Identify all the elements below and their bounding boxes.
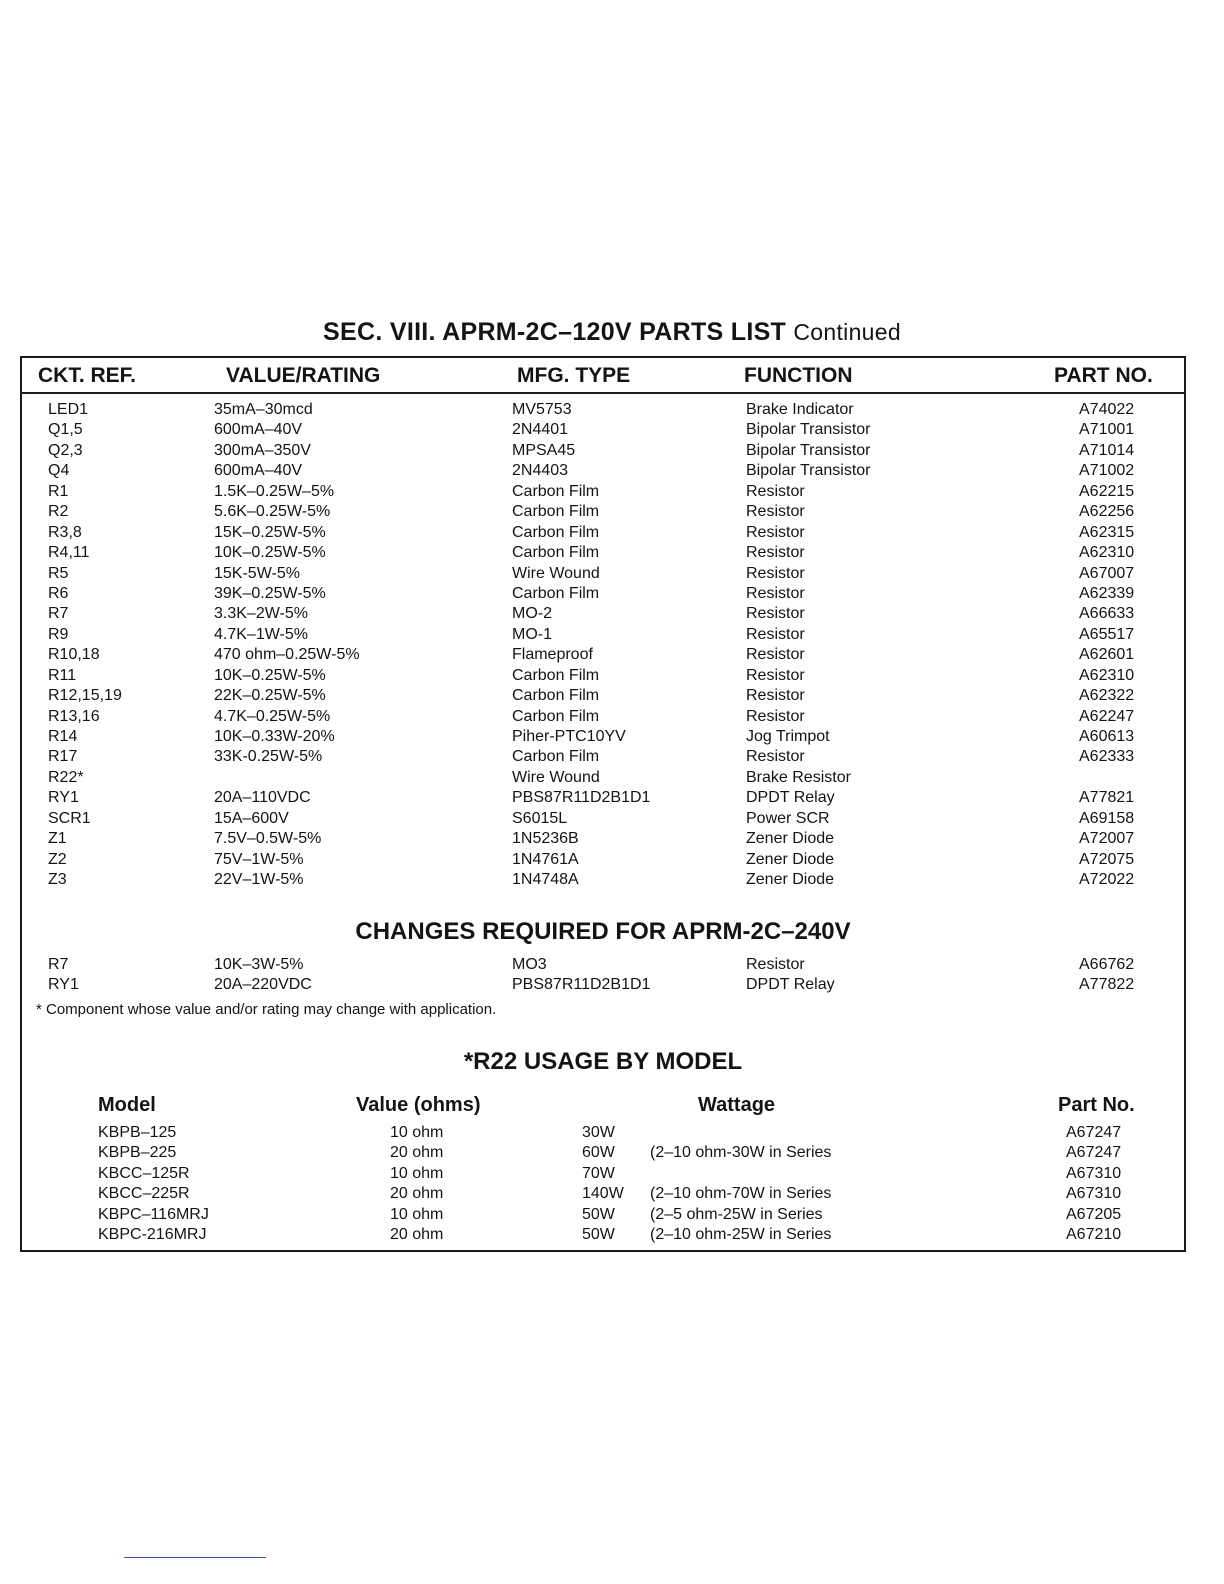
part-no-cell: A74022 xyxy=(1079,401,1135,418)
function-cell: Resistor xyxy=(746,707,805,725)
value-rating-cell: 470 ohm–0.25W-5% xyxy=(214,646,360,664)
value-rating-cell: 10K–3W-5% xyxy=(214,956,304,973)
mfg-type-cell: Carbon Film xyxy=(512,687,600,705)
value-rating-cell: 300mA–350V xyxy=(214,441,311,459)
ckt-ref-cell: R13,16 xyxy=(48,707,100,725)
mfg-type-cell: Wire Wound xyxy=(512,564,600,582)
mfg-type-cell: Carbon Film xyxy=(512,544,600,562)
ckt-ref-cell: R4,11 xyxy=(48,544,90,562)
function-cell: Resistor xyxy=(746,605,805,623)
part-no-cell: A72007 xyxy=(1079,830,1135,848)
value-rating-cell: 10K–0.25W-5% xyxy=(214,666,326,684)
value-rating-cell: 7.5V–0.5W-5% xyxy=(214,830,322,848)
value-rating-cell: 4.7K–0.25W-5% xyxy=(214,707,331,725)
parts-row xyxy=(22,421,1184,441)
mfg-type-cell: Carbon Film xyxy=(512,482,600,500)
part-no-cell: A62322 xyxy=(1079,687,1135,705)
function-cell: Resistor xyxy=(746,544,805,562)
usage-row xyxy=(22,1185,1184,1205)
changes-title: CHANGES REQUIRED FOR APRM-2C–240V xyxy=(355,918,851,945)
mfg-type-cell: Carbon Film xyxy=(512,523,600,541)
ckt-ref-cell: Q2,3 xyxy=(48,441,83,459)
header-part-no: PART NO. xyxy=(1054,364,1153,387)
function-cell: Power SCR xyxy=(746,809,830,827)
part-no-cell: A62310 xyxy=(1079,544,1135,562)
series-note-cell: (2–10 ohm-25W in Series xyxy=(650,1226,832,1244)
model-cell: KBPC-216MRJ xyxy=(98,1226,207,1244)
function-cell: DPDT Relay xyxy=(746,976,835,994)
part-no-cell: A66762 xyxy=(1079,956,1135,973)
r22-usage-rows xyxy=(22,1124,1184,1247)
mfg-type-cell: 1N4761A xyxy=(512,850,579,868)
ckt-ref-cell: R17 xyxy=(48,748,78,766)
usage-part-no-cell: A67210 xyxy=(1066,1226,1122,1244)
part-no-cell: A62310 xyxy=(1079,666,1135,684)
mfg-type-cell: Piher-PTC10YV xyxy=(512,728,626,745)
ckt-ref-cell: Z3 xyxy=(48,871,67,889)
ckt-ref-cell: SCR1 xyxy=(48,809,91,827)
ckt-ref-cell: R3,8 xyxy=(48,523,82,541)
part-no-cell: A62601 xyxy=(1079,646,1135,664)
page-title xyxy=(0,318,1224,347)
usage-part-no-cell: A67205 xyxy=(1066,1205,1122,1223)
usage-part-no-cell: A67247 xyxy=(1066,1144,1122,1162)
mfg-type-cell: Carbon Film xyxy=(512,707,600,725)
table-header xyxy=(22,358,1184,394)
usage-row xyxy=(22,1124,1184,1144)
mfg-type-cell: Carbon Film xyxy=(512,503,600,521)
model-cell: KBPC–116MRJ xyxy=(98,1205,209,1223)
value-ohms-cell: 10 ohm xyxy=(390,1164,444,1182)
header-model: Model xyxy=(98,1094,156,1116)
wattage-cell: 60W xyxy=(582,1144,615,1162)
part-no-cell: A72075 xyxy=(1079,850,1135,868)
mfg-type-cell: Carbon Film xyxy=(512,748,600,766)
header-value-rating: VALUE/RATING xyxy=(226,364,381,387)
value-ohms-cell: 20 ohm xyxy=(390,1226,444,1244)
function-cell: Resistor xyxy=(746,523,805,541)
ckt-ref-cell: R22* xyxy=(48,768,84,786)
usage-part-no-cell: A67310 xyxy=(1066,1164,1122,1182)
function-cell: Bipolar Transistor xyxy=(746,462,871,480)
ckt-ref-cell: R5 xyxy=(48,564,69,582)
function-cell: Bipolar Transistor xyxy=(746,441,871,459)
changes-rows xyxy=(22,956,1184,997)
mfg-type-cell: MO-1 xyxy=(512,625,552,643)
mfg-type-cell: S6015L xyxy=(512,809,568,827)
ckt-ref-cell: R10,18 xyxy=(48,646,100,664)
ckt-ref-cell: Z1 xyxy=(48,830,67,848)
changes-row xyxy=(22,976,1184,996)
function-cell: Resistor xyxy=(746,482,805,500)
value-rating-cell: 3.3K–2W-5% xyxy=(214,605,308,623)
function-cell: Resistor xyxy=(746,503,805,521)
mfg-type-cell: MO3 xyxy=(512,956,547,973)
value-rating-cell: 5.6K–0.25W-5% xyxy=(214,503,331,521)
part-no-cell: A66633 xyxy=(1079,605,1135,623)
mfg-type-cell: MO-2 xyxy=(512,605,552,623)
model-cell: KBPB–125 xyxy=(98,1124,177,1141)
ckt-ref-cell: R1 xyxy=(48,482,69,500)
parts-row xyxy=(22,483,1184,503)
part-no-cell: A71001 xyxy=(1079,421,1135,439)
mfg-type-cell: Carbon Film xyxy=(512,666,600,684)
r22-usage-title: *R22 USAGE BY MODEL xyxy=(463,1048,743,1075)
function-cell: Resistor xyxy=(746,564,805,582)
usage-row xyxy=(22,1165,1184,1185)
usage-part-no-cell: A67247 xyxy=(1066,1124,1122,1141)
function-cell: DPDT Relay xyxy=(746,789,835,807)
mfg-type-cell: Carbon Film xyxy=(512,584,600,602)
usage-row xyxy=(22,1206,1184,1226)
part-no-cell: A62256 xyxy=(1079,503,1135,521)
mfg-type-cell: 1N4748A xyxy=(512,871,579,889)
ckt-ref-cell: R7 xyxy=(48,956,69,973)
part-no-cell: A77821 xyxy=(1079,789,1135,807)
series-note-cell: (2–10 ohm-30W in Series xyxy=(650,1144,832,1162)
model-cell: KBCC–125R xyxy=(98,1164,190,1182)
value-rating-cell: 22V–1W-5% xyxy=(214,871,304,889)
function-cell: Bipolar Transistor xyxy=(746,421,871,439)
part-no-cell: A62247 xyxy=(1079,707,1135,725)
parts-row xyxy=(22,810,1184,830)
mfg-type-cell: PBS87R11D2B1D1 xyxy=(512,789,651,807)
function-cell: Brake Indicator xyxy=(746,401,854,418)
function-cell: Resistor xyxy=(746,646,805,664)
parts-row xyxy=(22,565,1184,585)
ckt-ref-cell: R14 xyxy=(48,728,78,745)
mfg-type-cell: MPSA45 xyxy=(512,441,576,459)
mfg-type-cell: Wire Wound xyxy=(512,768,600,786)
model-cell: KBCC–225R xyxy=(98,1185,190,1203)
series-note-cell: (2–5 ohm-25W in Series xyxy=(650,1205,823,1223)
ckt-ref-cell: R7 xyxy=(48,605,69,623)
function-cell: Resistor xyxy=(746,956,805,973)
parts-row xyxy=(22,708,1184,728)
changes-row xyxy=(22,956,1184,976)
parts-row xyxy=(22,585,1184,605)
value-rating-cell: 33K-0.25W-5% xyxy=(214,748,323,766)
parts-row xyxy=(22,667,1184,687)
part-no-cell: A62215 xyxy=(1079,482,1135,500)
function-cell: Resistor xyxy=(746,625,805,643)
value-rating-cell: 600mA–40V xyxy=(214,462,303,480)
part-no-cell: A72022 xyxy=(1079,871,1135,889)
ckt-ref-cell: Z2 xyxy=(48,850,67,868)
wattage-cell: 70W xyxy=(582,1164,615,1182)
part-no-cell: A62315 xyxy=(1079,523,1135,541)
value-rating-cell: 39K–0.25W-5% xyxy=(214,584,326,602)
header-mfg-type: MFG. TYPE xyxy=(517,364,631,387)
wattage-cell: 50W xyxy=(582,1205,615,1223)
header-wattage: Wattage xyxy=(698,1094,776,1116)
mfg-type-cell: 2N4401 xyxy=(512,421,569,439)
parts-row xyxy=(22,728,1184,748)
function-cell: Resistor xyxy=(746,584,805,602)
part-no-cell: A60613 xyxy=(1079,728,1135,745)
ckt-ref-cell: RY1 xyxy=(48,789,79,807)
parts-row xyxy=(22,462,1184,482)
parts-row xyxy=(22,851,1184,871)
value-ohms-cell: 10 ohm xyxy=(390,1124,444,1141)
parts-row xyxy=(22,789,1184,809)
function-cell: Zener Diode xyxy=(746,830,835,848)
value-rating-cell: 600mA–40V xyxy=(214,421,303,439)
mfg-type-cell: 2N4403 xyxy=(512,462,569,480)
usage-part-no-cell: A67310 xyxy=(1066,1185,1122,1203)
value-ohms-cell: 20 ohm xyxy=(390,1185,444,1203)
value-rating-cell: 20A–220VDC xyxy=(214,976,312,994)
mfg-type-cell: PBS87R11D2B1D1 xyxy=(512,976,651,994)
parts-row xyxy=(22,544,1184,564)
parts-row xyxy=(22,442,1184,462)
value-rating-cell: 10K–0.33W-20% xyxy=(214,728,335,745)
function-cell: Brake Resistor xyxy=(746,768,851,786)
title-main: SEC. VIII. APRM-2C–120V PARTS LIST xyxy=(323,318,787,346)
ckt-ref-cell: RY1 xyxy=(48,976,79,994)
ckt-ref-cell: R12,15,19 xyxy=(48,687,122,705)
mfg-type-cell: Flameproof xyxy=(512,646,593,664)
value-rating-cell: 35mA–30mcd xyxy=(214,401,313,418)
function-cell: Zener Diode xyxy=(746,871,835,889)
header-value-ohms: Value (ohms) xyxy=(356,1094,481,1116)
function-cell: Resistor xyxy=(746,748,805,766)
value-rating-cell: 75V–1W-5% xyxy=(214,850,304,868)
parts-row xyxy=(22,871,1184,891)
wattage-cell: 30W xyxy=(582,1124,615,1141)
value-rating-cell: 20A–110VDC xyxy=(214,789,311,807)
parts-row xyxy=(22,687,1184,707)
mfg-type-cell: 1N5236B xyxy=(512,830,579,848)
function-cell: Resistor xyxy=(746,687,805,705)
ckt-ref-cell: LED1 xyxy=(48,401,89,418)
header-function: FUNCTION xyxy=(744,364,853,387)
value-ohms-cell: 10 ohm xyxy=(390,1205,444,1223)
ckt-ref-cell: R9 xyxy=(48,625,69,643)
usage-row xyxy=(22,1144,1184,1164)
parts-row xyxy=(22,646,1184,666)
parts-row xyxy=(22,503,1184,523)
header-ckt-ref: CKT. REF. xyxy=(38,364,137,387)
parts-row xyxy=(22,401,1184,421)
parts-row xyxy=(22,605,1184,625)
header-part-no-usage: Part No. xyxy=(1058,1094,1135,1116)
bottom-rule xyxy=(124,1557,266,1558)
parts-list-frame xyxy=(20,356,1186,1252)
series-note-cell: (2–10 ohm-70W in Series xyxy=(650,1185,832,1203)
wattage-cell: 50W xyxy=(582,1226,615,1244)
ckt-ref-cell: Q4 xyxy=(48,462,70,480)
parts-row xyxy=(22,769,1184,789)
function-cell: Jog Trimpot xyxy=(746,728,830,745)
title-suffix: Continued xyxy=(793,319,901,345)
ckt-ref-cell: R6 xyxy=(48,584,69,602)
mfg-type-cell: MV5753 xyxy=(512,401,572,418)
function-cell: Zener Diode xyxy=(746,850,835,868)
part-no-cell: A62339 xyxy=(1079,584,1135,602)
parts-row xyxy=(22,830,1184,850)
value-rating-cell: 15K–0.25W-5% xyxy=(214,523,326,541)
ckt-ref-cell: R2 xyxy=(48,503,69,521)
value-rating-cell: 22K–0.25W-5% xyxy=(214,687,326,705)
value-rating-cell: 15A–600V xyxy=(214,809,289,827)
wattage-cell: 140W xyxy=(582,1185,624,1203)
part-no-cell: A71002 xyxy=(1079,462,1135,480)
parts-rows xyxy=(22,401,1184,892)
footnote: * Component whose value and/or rating may change with application. xyxy=(36,1001,497,1018)
parts-row xyxy=(22,748,1184,768)
usage-row xyxy=(22,1226,1184,1246)
ckt-ref-cell: Q1,5 xyxy=(48,421,83,439)
part-no-cell: A69158 xyxy=(1079,809,1135,827)
parts-row xyxy=(22,524,1184,544)
value-rating-cell: 1.5K–0.25W–5% xyxy=(214,482,335,500)
part-no-cell: A71014 xyxy=(1079,441,1135,459)
value-rating-cell: 4.7K–1W-5% xyxy=(214,625,308,643)
ckt-ref-cell: R11 xyxy=(48,666,77,684)
r22-usage-header xyxy=(22,1094,1184,1120)
part-no-cell: A67007 xyxy=(1079,564,1135,582)
value-rating-cell: 15K-5W-5% xyxy=(214,564,300,582)
part-no-cell: A77822 xyxy=(1079,976,1135,994)
value-rating-cell: 10K–0.25W-5% xyxy=(214,544,326,562)
model-cell: KBPB–225 xyxy=(98,1144,177,1162)
parts-row xyxy=(22,626,1184,646)
function-cell: Resistor xyxy=(746,666,805,684)
value-ohms-cell: 20 ohm xyxy=(390,1144,444,1162)
part-no-cell: A62333 xyxy=(1079,748,1135,766)
part-no-cell: A65517 xyxy=(1079,625,1135,643)
